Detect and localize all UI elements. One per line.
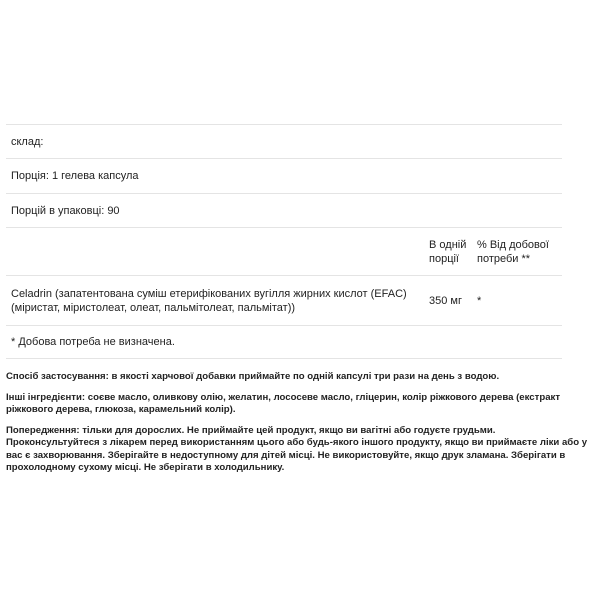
header-daily-value (477, 238, 562, 266)
header-amount-line1: В одній (429, 238, 467, 251)
ingredient-daily-value: * (477, 294, 482, 307)
column-header-row (6, 227, 562, 275)
serving-size-row (6, 158, 562, 193)
header-amount-line2: порції (429, 252, 459, 265)
serving-size: Порція: 1 гелева капсула (11, 170, 139, 182)
header-amount (429, 238, 477, 266)
header-daily-value-line1: % Від добової (477, 238, 549, 251)
ingredient-name-line2: (міристат, міристолеат, олеат, пальмітолеат, пальмітат)) (11, 301, 296, 314)
ingredient-name-line1: Celadrin (запатентована суміш етерифікованих вугілля жирних кислот (EFAC) (11, 287, 407, 300)
ingredient-amount: 350 мг (429, 294, 462, 307)
product-notes (6, 371, 590, 483)
header-daily-value-line2: потреби ** (477, 252, 531, 265)
usage-text: Спосіб застосування: в якості харчової добавки приймайте по одній капсулі три рази на день з водою. (6, 371, 500, 382)
servings-per-container-row (6, 193, 562, 227)
footnote: * Добова потреба не визначена. (11, 336, 175, 348)
servings-per-container: Порцій в упаковці: 90 (11, 204, 120, 217)
composition-label-row (6, 124, 562, 158)
supplement-facts-table (6, 124, 562, 359)
ingredient-row (6, 275, 562, 325)
footnote-row (6, 325, 562, 359)
ingredient-name (6, 287, 429, 315)
other-ingredients-text: Інші інгредієнти: соєве масло, оливкову олію, желатин, лососеве масло, гліцерин, колір ріжкового дерева (екстракт ріжкового дерева, глюкоза, карамельний колір). (6, 391, 561, 415)
warnings-text: Попередження: тільки для дорослих. Не приймайте цей продукт, якщо ви вагітні або годуєте грудьми. Проконсультуйтеся з лікарем перед використанням цього або будь-якого іншого продукту, якщо ви приймаєте ліки або у вас є захворювання. Зберігайте в недоступному для дітей місці. Не використовуйте, якщо друк зламана. Зберігати в прохолодному сухому місці. Не зберігати в холодильнику. (6, 424, 588, 473)
composition-label: склад: (11, 135, 44, 148)
